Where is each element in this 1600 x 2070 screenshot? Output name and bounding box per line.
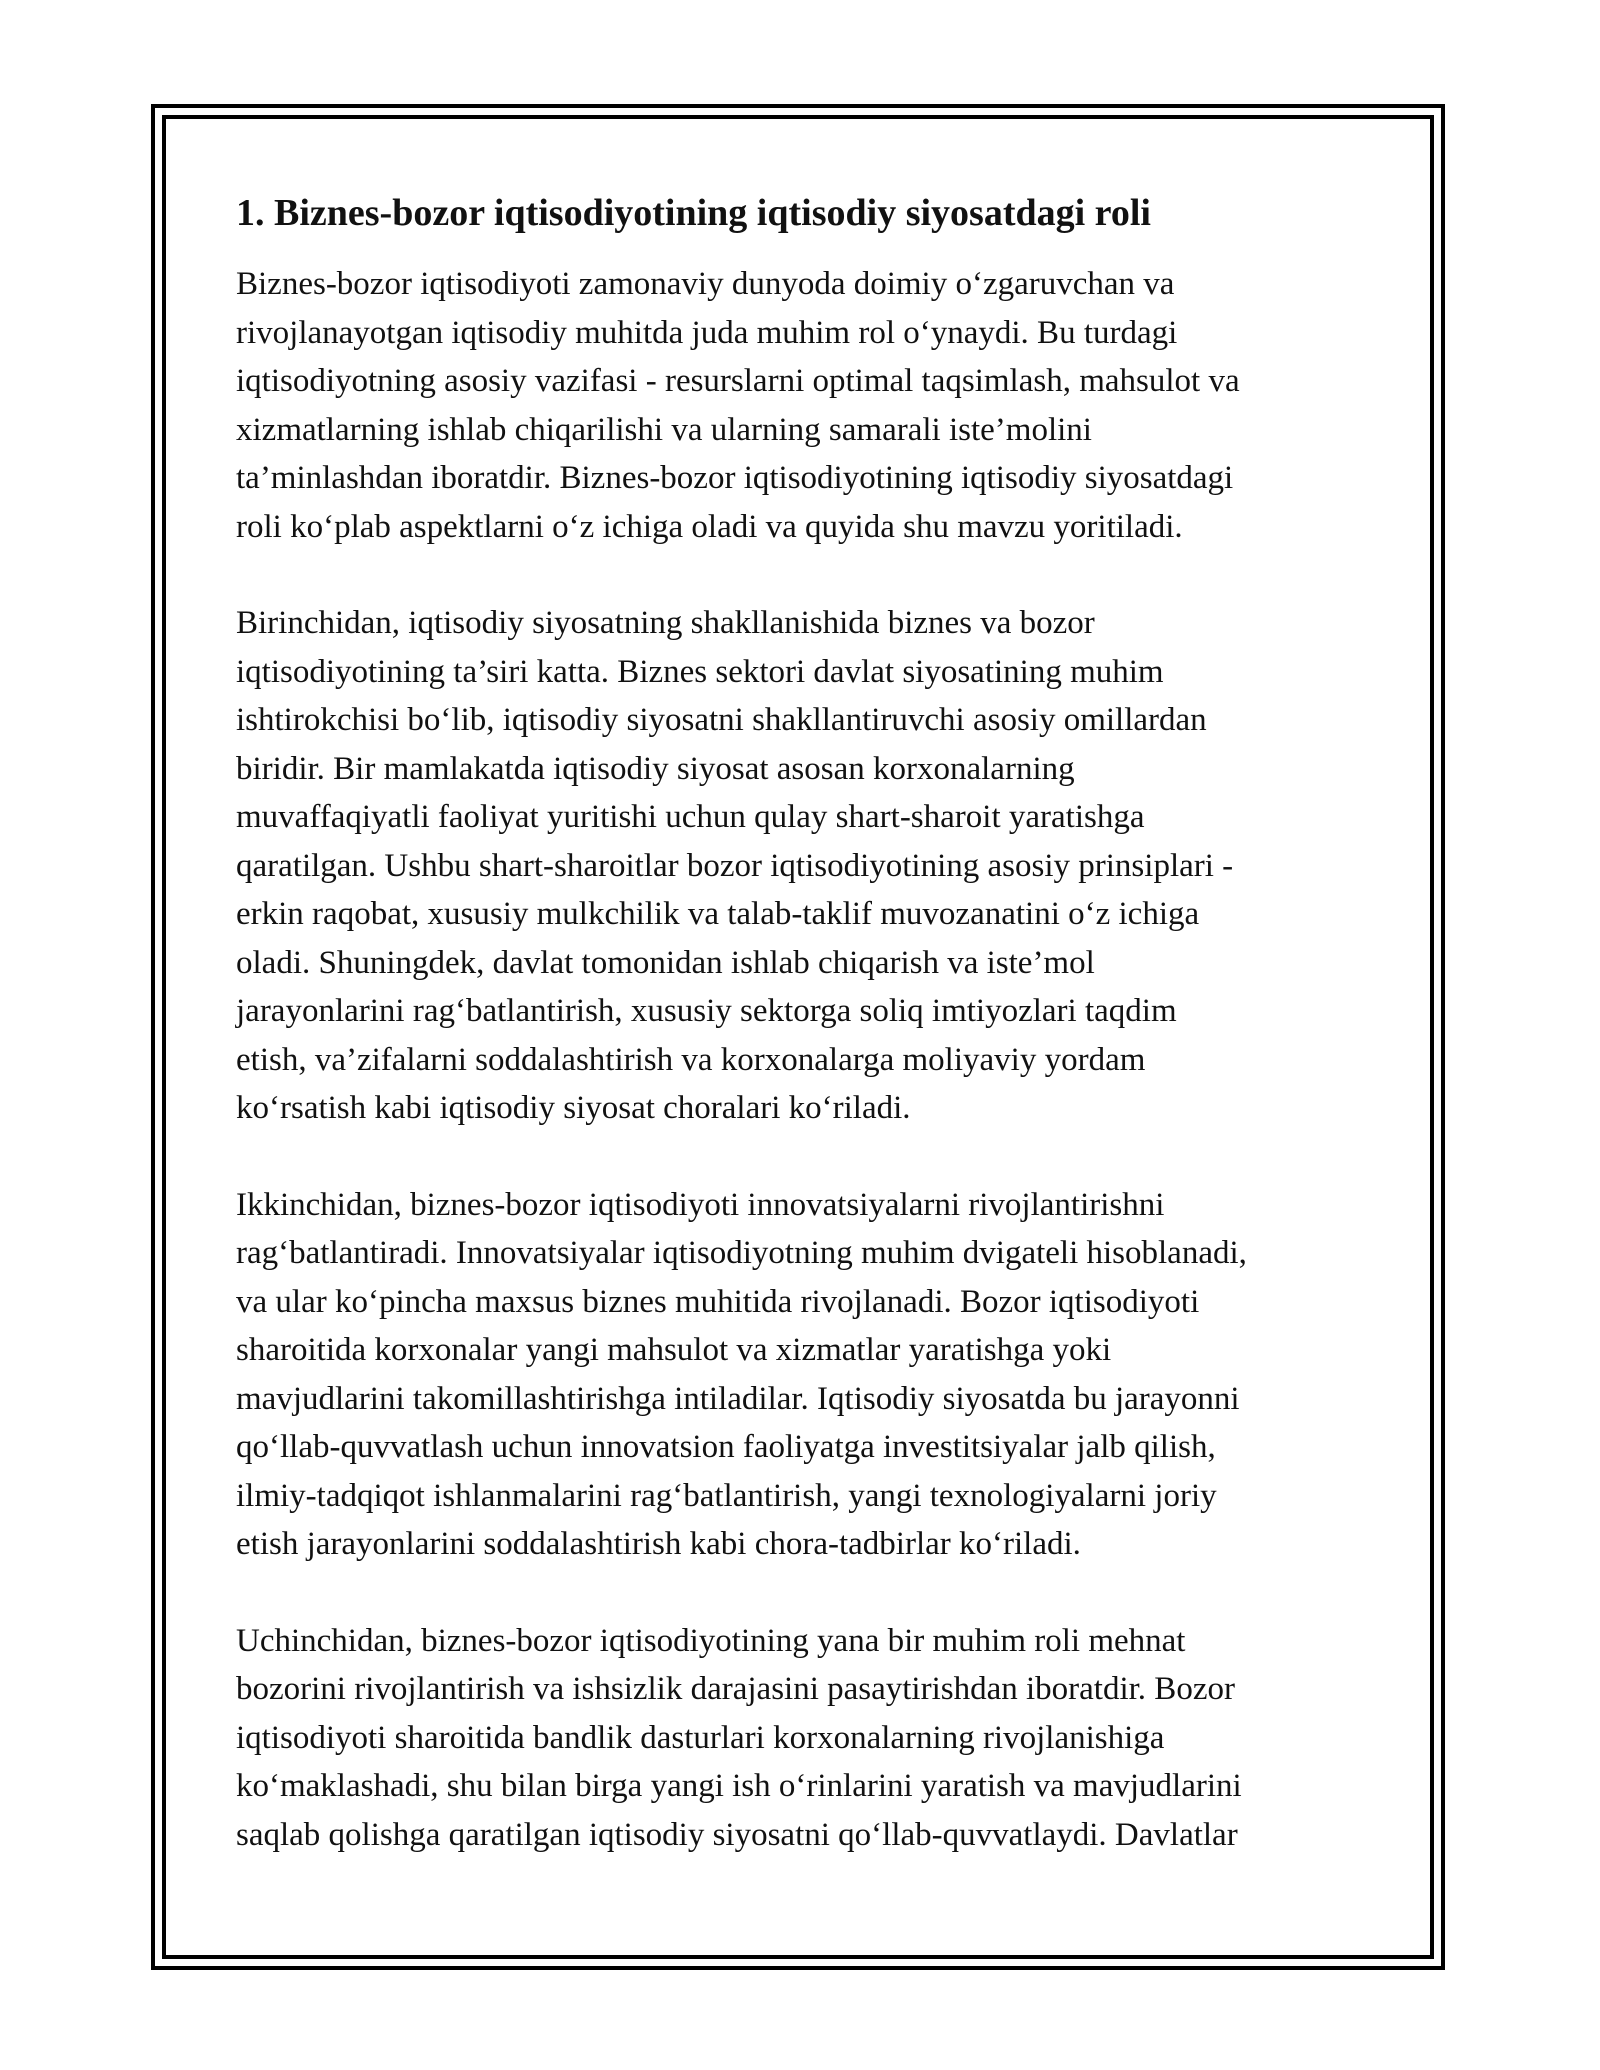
text-line: oladi. Shuningdek, davlat tomonidan ishlab chiqarish va iste’mol <box>236 944 1095 981</box>
text-line: ishtirokchisi bo‘lib, iqtisodiy siyosatni shakllantiruvchi asosiy omillardan <box>236 702 1207 738</box>
text-line: rivojlanayotgan iqtisodiy muhitda juda muhim rol o‘ynaydi. Bu turdagi <box>236 314 1178 351</box>
text-line: bozorini rivojlantirish va ishsizlik darajasini pasaytirishdan iboratdir. Bozor <box>236 1671 1235 1707</box>
text-line: erkin raqobat, xususiy mulkchilik va talab-taklif muvozanatini o‘z ichiga <box>236 896 1200 932</box>
text-line: iqtisodiyotning asosiy vazifasi - resurslarni optimal taqsimlash, mahsulot va <box>236 363 1240 399</box>
text-line: qaratilgan. Ushbu shart-sharoitlar bozor iqtisodiyotining asosiy prinsiplari - <box>236 847 1234 884</box>
text-line: xizmatlarning ishlab chiqarilishi va ularning samarali iste’molini <box>236 411 1092 448</box>
text-line: saqlab qolishga qaratilgan iqtisodiy siyosatni qo‘llab-quvvatlaydi. Davlatlar <box>236 1816 1238 1853</box>
text-line: etish jarayonlarini soddalashtirish kabi chora-tadbirlar ko‘riladi. <box>236 1526 1081 1562</box>
text-line: roli ko‘plab aspektlarni o‘z ichiga oladi va quyida shu mavzu yoritiladi. <box>236 508 1183 545</box>
text-line: sharoitida korxonalar yangi mahsulot va xizmatlar yaratishga yoki <box>236 1332 1112 1368</box>
text-line: qo‘llab-quvvatlash uchun innovatsion faoliyatga investitsiyalar jalb qilish, <box>236 1429 1216 1465</box>
text-line: ta’minlashdan iboratdir. Biznes-bozor iqtisodiyotining iqtisodiy siyosatdagi <box>236 460 1234 496</box>
paragraph-first <box>236 599 1366 1133</box>
text-line: ko‘rsatish kabi iqtisodiy siyosat choralari ko‘riladi. <box>236 1090 911 1126</box>
text-line: iqtisodiyoti sharoitida bandlik dasturlari korxonalarning rivojlanishiga <box>236 1719 1165 1756</box>
text-line: ilmiy-tadqiqot ishlanmalarini rag‘batlantirish, yangi texnologiyalarni joriy <box>236 1477 1217 1514</box>
text-line: Biznes-bozor iqtisodiyoti zamonaviy dunyoda doimiy o‘zgaruvchan va <box>236 266 1175 302</box>
text-line: Ikkinchidan, biznes-bozor iqtisodiyoti innovatsiyalarni rivojlantirishni <box>236 1186 1165 1223</box>
text-line: mavjudlarini takomillashtirishga intiladilar. Iqtisodiy siyosatda bu jarayonni <box>236 1380 1240 1417</box>
paragraph-second <box>236 1181 1366 1569</box>
text-line: Uchinchidan, biznes-bozor iqtisodiyotining yana bir muhim roli mehnat <box>236 1622 1186 1659</box>
paragraph-third <box>236 1617 1366 1860</box>
text-line: biridir. Bir mamlakatda iqtisodiy siyosat asosan korxonalarning <box>236 750 1075 787</box>
document-body <box>236 186 1366 1907</box>
text-line: muvaffaqiyatli faoliyat yuritishi uchun qulay shart-sharoit yaratishga <box>236 799 1145 835</box>
text-line: va ular ko‘pincha maxsus biznes muhitida rivojlanadi. Bozor iqtisodiyoti <box>236 1283 1200 1320</box>
paragraph-intro <box>236 260 1366 551</box>
text-line: iqtisodiyotining ta’siri katta. Biznes sektori davlat siyosatining muhim <box>236 653 1164 690</box>
section-heading: 1. Biznes-bozor iqtisodiyotining iqtisodiy siyosatdagi roli <box>236 192 1151 234</box>
text-line: ko‘maklashadi, shu bilan birga yangi ish o‘rinlarini yaratish va mavjudlarini <box>236 1768 1242 1804</box>
text-line: Birinchidan, iqtisodiy siyosatning shakllanishida biznes va bozor <box>236 605 1095 641</box>
text-line: jarayonlarini rag‘batlantirish, xususiy sektorga soliq imtiyozlari taqdim <box>236 993 1177 1029</box>
text-line: rag‘batlantiradi. Innovatsiyalar iqtisodiyotning muhim dvigateli hisoblanadi, <box>236 1235 1247 1271</box>
text-line: etish, va’zifalarni soddalashtirish va korxonalarga moliyaviy yordam <box>236 1041 1146 1078</box>
